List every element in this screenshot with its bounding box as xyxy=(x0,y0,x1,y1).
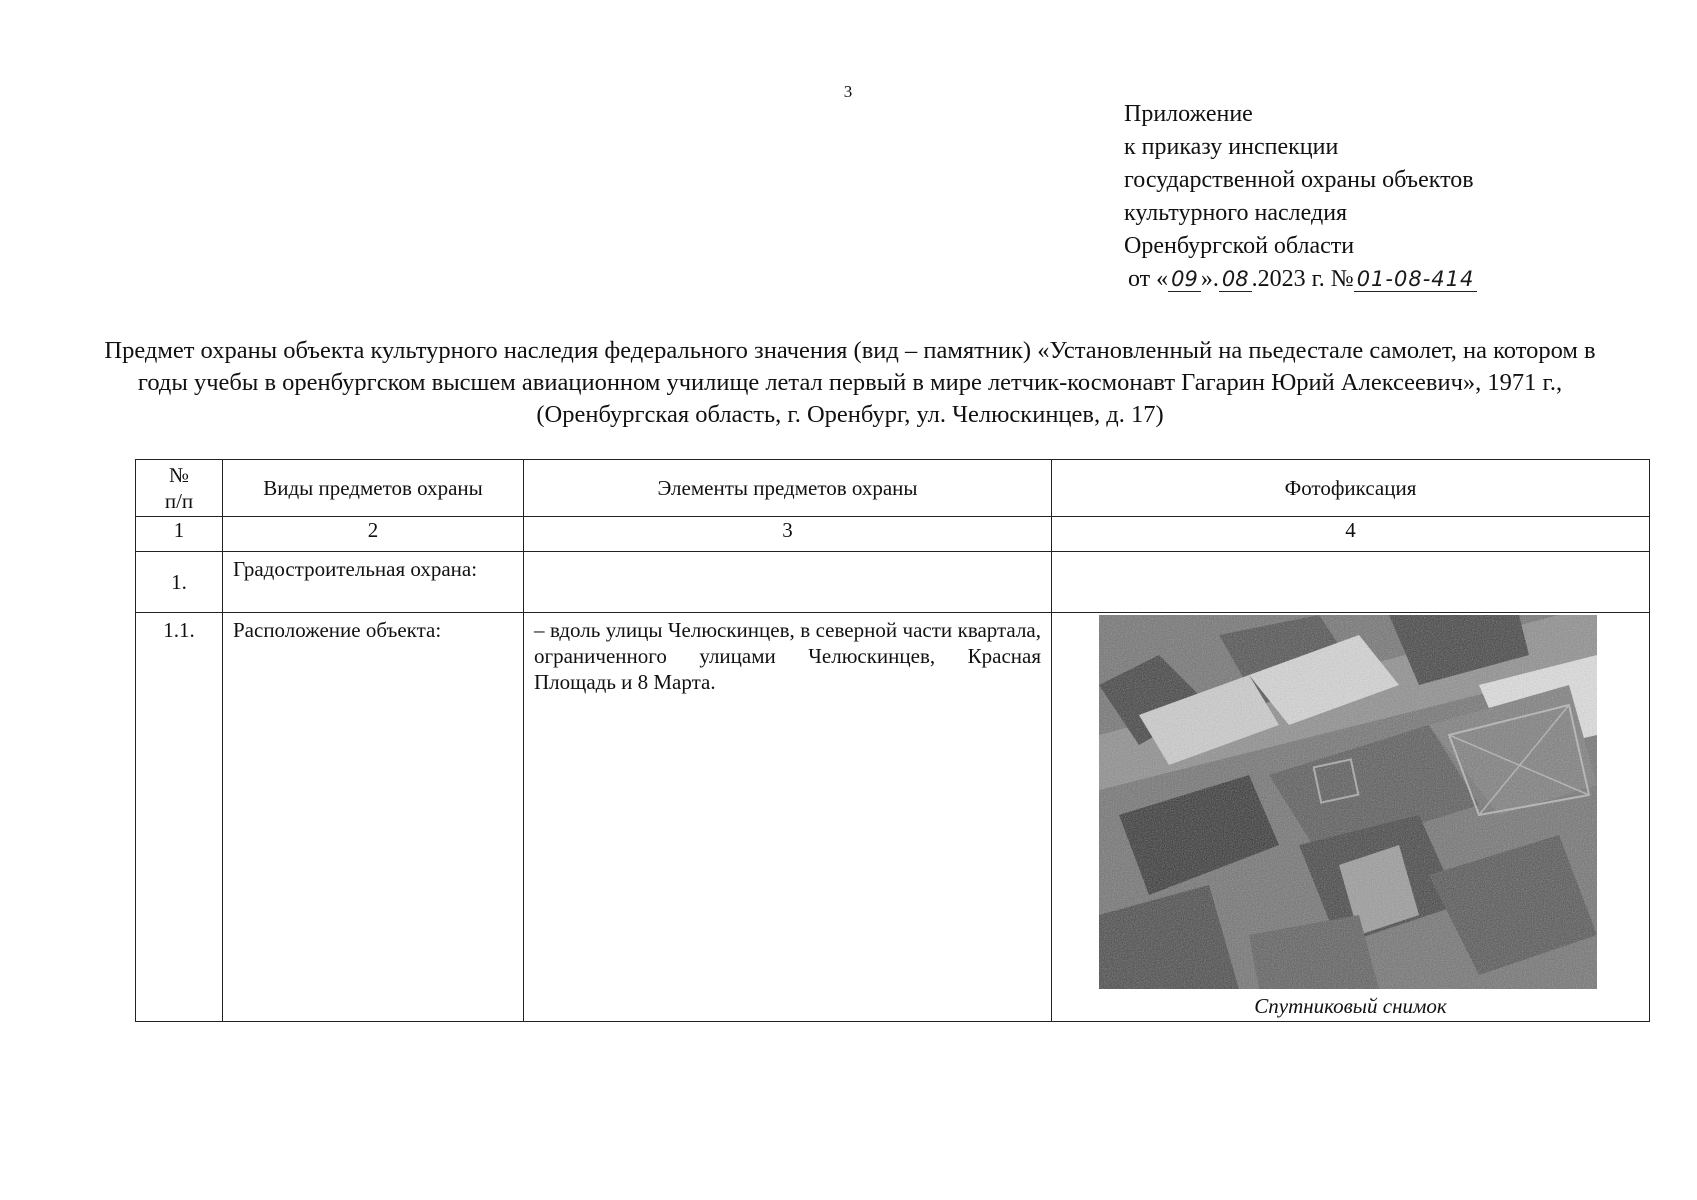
table-row xyxy=(136,613,1650,1022)
column-number: 3 xyxy=(524,517,1052,552)
row-photo xyxy=(1052,613,1650,1022)
appendix-block xyxy=(1124,98,1644,296)
header-elements: Элементы предметов охраны xyxy=(524,460,1052,517)
row-type: Расположение объекта: xyxy=(223,613,524,1022)
appendix-line: к приказу инспекции xyxy=(1124,134,1339,160)
table-header-row xyxy=(136,460,1650,517)
row-elements: – вдоль улицы Челюскинцев, в северной части квартала, ограниченного улицами Челюскинцев, Красная Площадь и 8 Марта. xyxy=(524,613,1052,1022)
page-number: 3 xyxy=(843,82,853,101)
row-type: Градостроительная охрана: xyxy=(223,552,524,613)
appendix-line: Приложение xyxy=(1124,101,1253,127)
date-year: .2023 г. № xyxy=(1251,266,1354,292)
date-separator: ». xyxy=(1200,266,1219,292)
photo-caption: Спутниковый снимок xyxy=(1254,994,1447,1018)
handwritten-month: 08 xyxy=(1219,267,1252,292)
appendix-line: культурного наследия xyxy=(1124,200,1348,226)
row-elements xyxy=(524,552,1052,613)
row-number: 1.1. xyxy=(136,613,223,1022)
protection-subject-table xyxy=(135,459,1650,1022)
header-type: Виды предметов охраны xyxy=(223,460,524,517)
header-number: № п/п xyxy=(136,460,223,517)
column-number: 4 xyxy=(1052,517,1650,552)
column-number: 2 xyxy=(223,517,524,552)
row-number: 1. xyxy=(136,552,223,613)
handwritten-day: 09 xyxy=(1168,267,1201,292)
column-number: 1 xyxy=(136,517,223,552)
document-heading: Предмет охраны объекта культурного наследия федерального значения (вид – памятник) «Установленный на пьедестале самолет, на котором в годы учебы в оренбургском высшем авиационном училище летал первый в мире летчик-космонавт Гагарин Юрий Алексеевич», 1971 г., (Оренбургская область, г. Оренбург, ул. Челюскинцев, д. 17) xyxy=(104,337,1596,428)
date-prefix: от « xyxy=(1128,266,1169,292)
order-date-line xyxy=(1124,263,1644,296)
row-photo xyxy=(1052,552,1650,613)
table-row xyxy=(136,552,1650,613)
column-number-row xyxy=(136,517,1650,552)
appendix-line: Оренбургской области xyxy=(1124,233,1355,259)
handwritten-order-number: 01-08-414 xyxy=(1354,267,1478,292)
appendix-line: государственной охраны объектов xyxy=(1124,167,1474,193)
satellite-image xyxy=(1099,615,1597,989)
header-photo: Фотофиксация xyxy=(1052,460,1650,517)
